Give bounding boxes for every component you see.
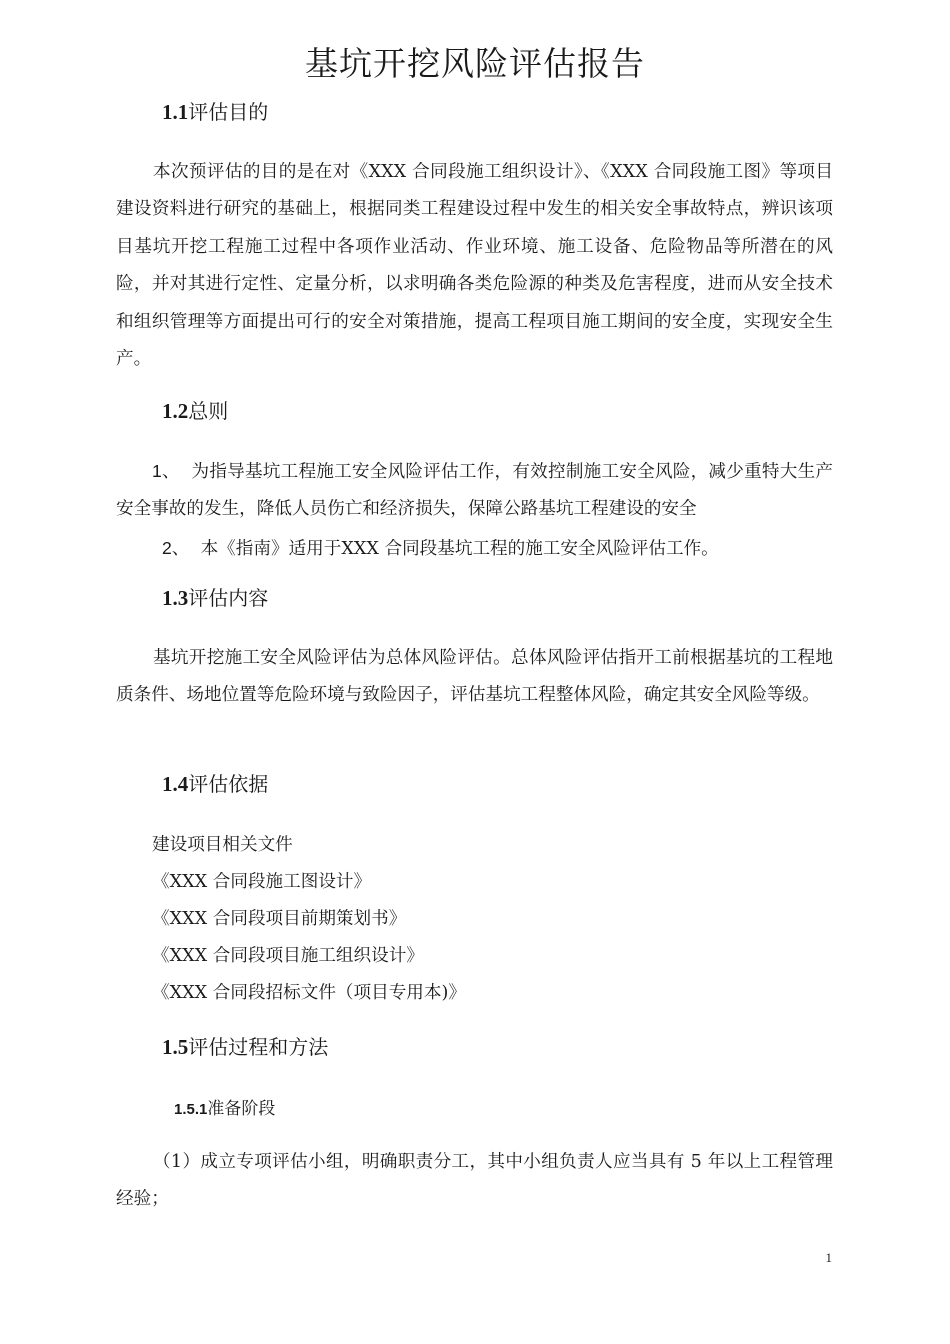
section-number: 1.3 <box>162 586 189 610</box>
section-number: 1.5 <box>162 1035 189 1059</box>
reference-item: 建设项目相关文件 <box>152 835 293 855</box>
item-marker: 2、 <box>162 538 190 558</box>
item-text: 本《指南》适用于XXX 合同段基坑工程的施工安全风险评估工作。 <box>200 539 719 559</box>
subsection-heading-1-5-1 <box>174 1097 275 1122</box>
reference-item: 《XXX 合同段项目施工组织设计》 <box>152 946 424 966</box>
section-title: 评估过程和方法 <box>188 1035 329 1059</box>
document-title: 基坑开挖风险评估报告 <box>305 44 645 84</box>
item-text: 为指导基坑工程施工安全风险评估工作，有效控制施工安全风险，减少重特大生产安全事故的发生，降低人员伤亡和经济损失，保障公路基坑工程建设的安全 <box>116 462 833 519</box>
reference-item: 《XXX 合同段项目前期策划书》 <box>152 909 407 929</box>
item-marker: 1、 <box>152 461 180 481</box>
section-1-3-body: 基坑开挖施工安全风险评估为总体风险评估。总体风险评估指开工前根据基坑的工程地质条件、场地位置等危险环境与致险因子，评估基坑工程整体风险，确定其安全风险等级。 <box>116 648 833 706</box>
page-number: 1 <box>825 1250 832 1265</box>
section-title: 评估内容 <box>188 586 269 610</box>
subsection-1-5-1-body: （1）成立专项评估小组，明确职责分工，其中小组负责人应当具有 5 年以上工程管理经验； <box>116 1152 833 1210</box>
general-rule-item-2 <box>162 530 719 568</box>
reference-item: 《XXX 合同段施工图设计》 <box>152 872 372 892</box>
subsection-number: 1.5.1 <box>174 1101 208 1118</box>
section-title: 评估依据 <box>188 772 269 796</box>
section-title: 评估目的 <box>188 100 269 124</box>
section-heading-1-5 <box>162 1034 328 1060</box>
section-number: 1.2 <box>162 399 189 423</box>
section-number: 1.1 <box>162 100 189 124</box>
general-rule-item-1 <box>116 453 833 528</box>
reference-item: 《XXX 合同段招标文件（项目专用本)》 <box>152 983 466 1003</box>
section-number: 1.4 <box>162 772 189 796</box>
section-heading-1-3 <box>162 585 268 611</box>
section-title: 总则 <box>188 399 229 423</box>
section-1-1-body: 本次预评估的目的是在对《XXX 合同段施工组织设计》、《XXX 合同段施工图》等项目建设资料进行研究的基础上，根据同类工程建设过程中发生的相关安全事故特点，辨识该项目基坑开挖工程施工过程中各项作业活动、作业环境、施工设备、危险物品等所潜在的风险，并对其进行定性、定量分析，以求明确各类危险源的种类及危害程度，进而从安全技术和组织管理等方面提出可行的安全对策措施，提高工程项目施工期间的安全度，实现安全生产。 <box>116 162 833 370</box>
section-heading-1-1 <box>162 99 268 125</box>
section-heading-1-2 <box>162 398 228 424</box>
section-heading-1-4 <box>162 771 268 797</box>
subsection-title: 准备阶段 <box>207 1099 276 1119</box>
